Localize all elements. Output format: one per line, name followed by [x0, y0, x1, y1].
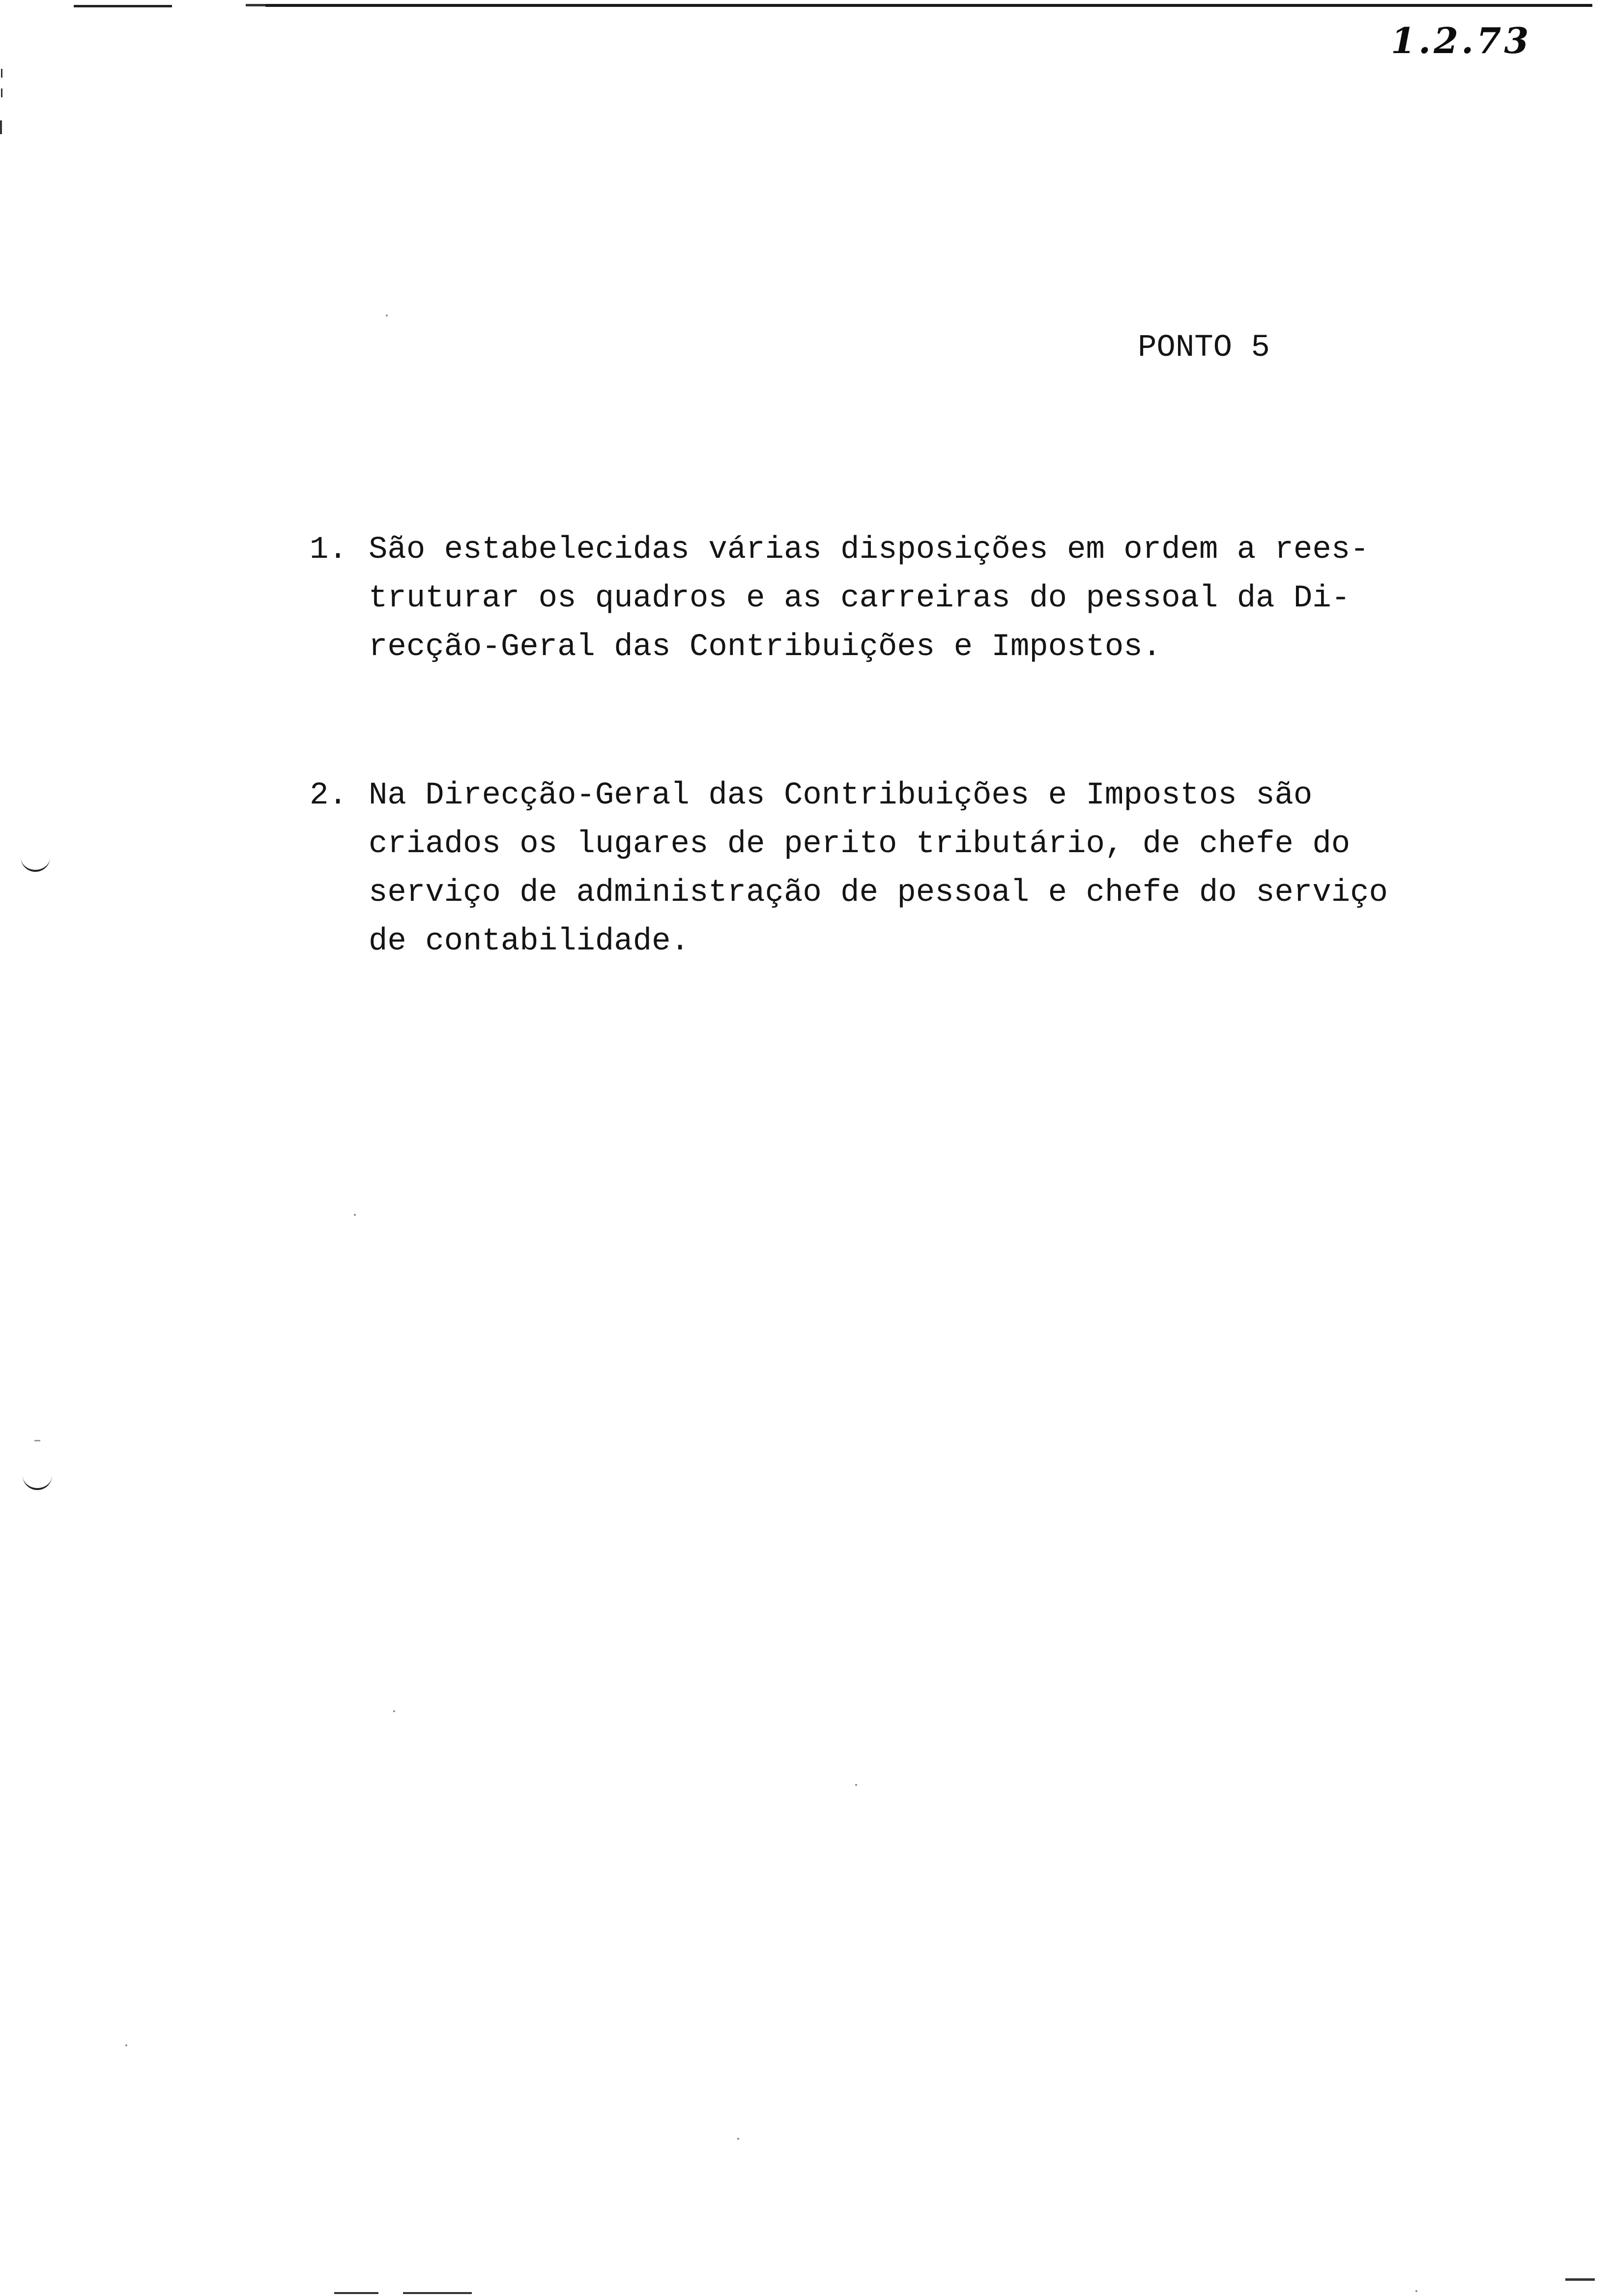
text-line: Na Direcção-Geral das Contribuições e Impostos são [369, 778, 1313, 813]
speck [737, 2138, 739, 2140]
speck [855, 1784, 857, 1786]
punch-hole-mark [23, 1473, 52, 1490]
item-text [369, 526, 1369, 672]
item-number: 1. [310, 532, 347, 568]
text-line: serviço de administração de pessoal e chefe do serviço [369, 875, 1388, 911]
margin-mark [1, 69, 2, 78]
page-heading: PONTO 5 [1138, 330, 1270, 366]
item-text [369, 772, 1388, 966]
bottom-edge-mark [1565, 2278, 1595, 2281]
bottom-edge-mark [334, 2292, 378, 2294]
text-line: recção-Geral das Contribuições e Impostos. [369, 630, 1162, 665]
speck [354, 1214, 356, 1216]
speck [1415, 2290, 1417, 2292]
handwritten-date: 1.2.73 [1391, 20, 1532, 61]
text-line: de contabilidade. [369, 924, 690, 959]
margin-mark [1, 88, 2, 97]
speck [386, 315, 388, 316]
margin-mark [34, 1440, 40, 1441]
punch-hole-mark [21, 855, 50, 872]
speck [125, 2044, 127, 2046]
text-line: truturar os quadros e as carreiras do pessoal da Di- [369, 581, 1351, 616]
item-number: 2. [310, 778, 347, 813]
text-line: São estabelecidas várias disposições em ordem a rees- [369, 532, 1369, 568]
bottom-edge-mark [403, 2292, 472, 2294]
margin-mark [0, 120, 2, 134]
speck [393, 1710, 395, 1712]
top-rule [265, 4, 1592, 7]
top-edge-mark [74, 5, 172, 7]
text-line: criados os lugares de perito tributário, de chefe do [369, 827, 1351, 862]
